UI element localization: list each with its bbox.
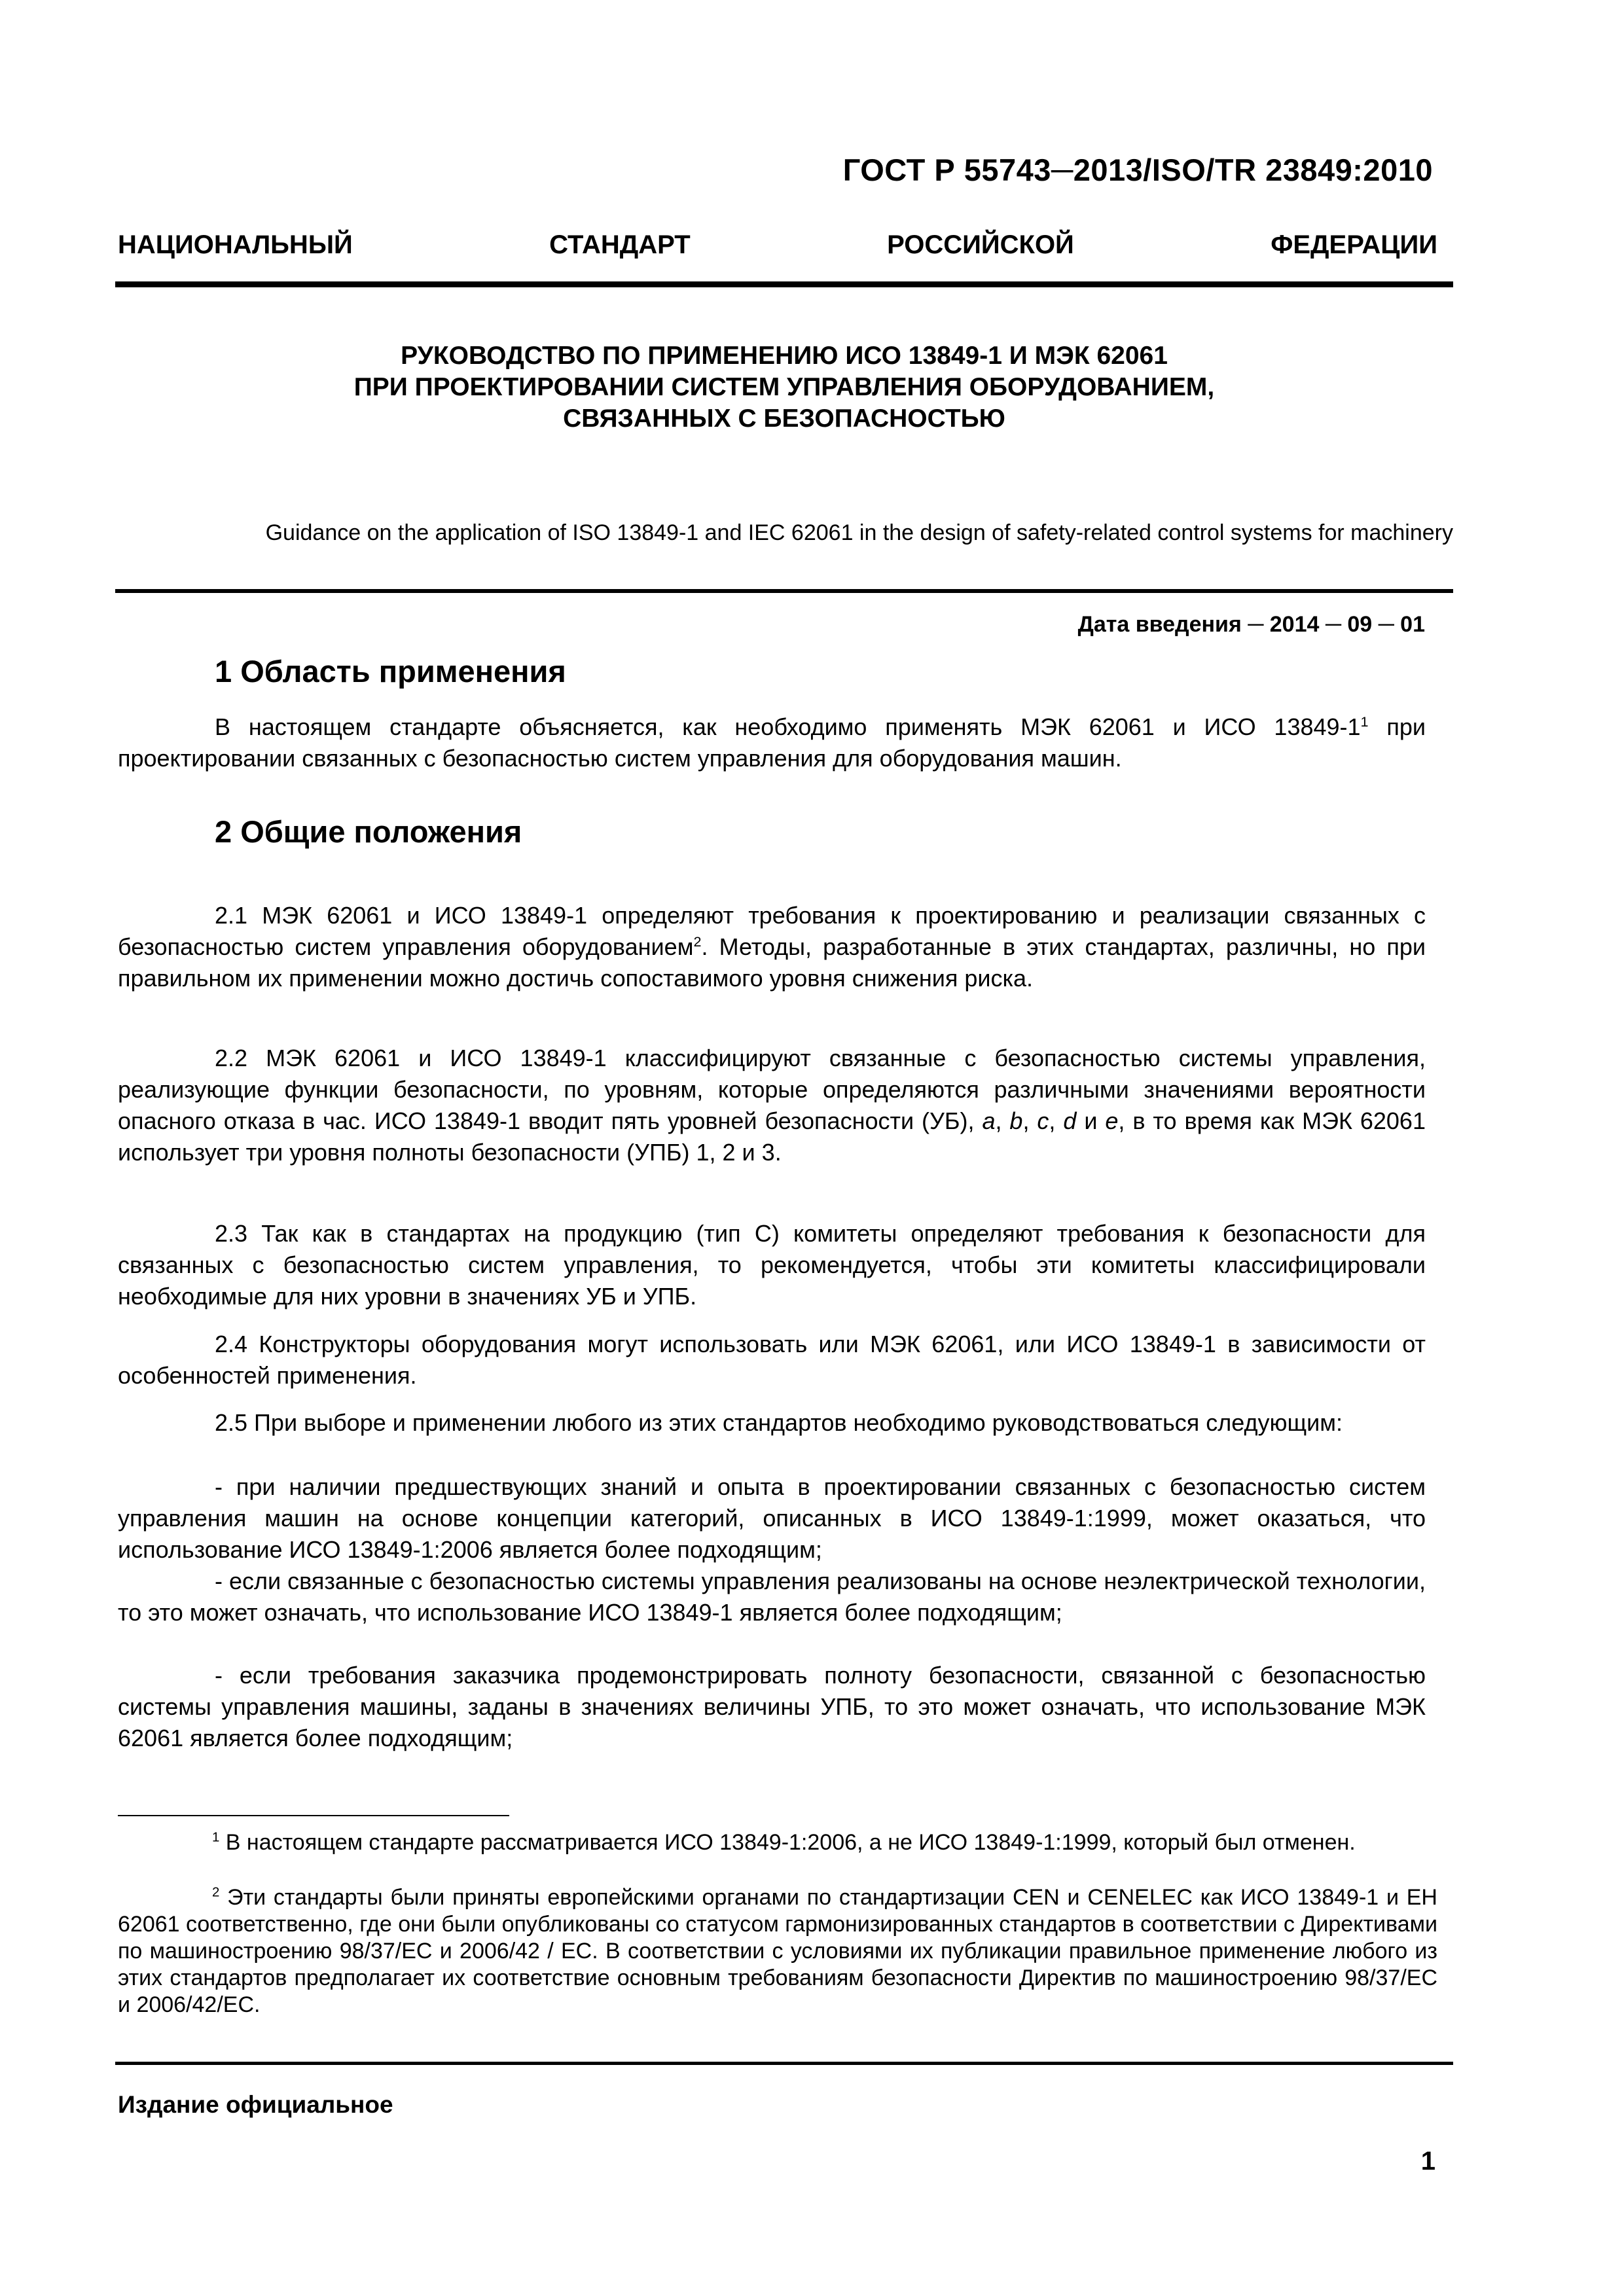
footnote-separator — [118, 1815, 509, 1816]
list-item: - если связанные с безопасностью системы управления реализованы на основе неэлектрической технологии, то это может означать, что использование ИСО 13849-1 является более подходящим; — [118, 1568, 1426, 1626]
footnote-2 — [118, 1884, 1437, 2018]
level-e: e — [1105, 1107, 1119, 1134]
paragraph-2-1-text-a: 2.1 МЭК 62061 и ИСО 13849-1 определяют требования к проектированию и реализации связанных с безопасностью систем управления оборудованием — [118, 902, 1426, 960]
paragraph-2-5: 2.5 При выборе и применении любого из этих стандартов необходимо руководствоваться следующим: — [215, 1409, 1343, 1436]
title-rule — [115, 589, 1453, 593]
section-1-heading: 1 Область применения — [215, 654, 566, 689]
separator: , — [995, 1107, 1010, 1134]
footnote-text: В настоящем стандарте рассматривается ИСО 13849-1:2006, а не ИСО 13849-1:1999, который был отменен. — [219, 1830, 1356, 1855]
paragraph-2-2-text-b: , в то время как МЭК 62061 использует три уровня полноты безопасности (УПБ) 1, 2 и 3. — [118, 1107, 1426, 1166]
footer-rule — [115, 2062, 1453, 2065]
level-b: b — [1009, 1107, 1023, 1134]
introduction-date: Дата введения ─ 2014 ─ 09 ─ 01 — [1077, 612, 1425, 637]
separator: , — [1049, 1107, 1064, 1134]
document-title-en: Guidance on the application of ISO 13849-1 and IEC 62061 in the design of safety-related control systems for machinery — [265, 520, 1453, 545]
level-d: d — [1063, 1107, 1077, 1134]
paragraph-2-2-text-a: 2.2 МЭК 62061 и ИСО 13849-1 классифицируют связанные с безопасностью системы управления, реализующие функции безопасности, по уровням, которые определяются различными значениями вероятности опасного отказа в час. ИСО 13849-1 вводит пять уровней безопасности (УБ), — [118, 1045, 1426, 1134]
footnote-text: Эти стандарты были приняты европейскими органами по стандартизации CEN и CENELEC как ИСО 13849-1 и ЕН 62061 соответственно, где они были опубликованы со статусом гармонизированных стандартов в соответствии с Директивами по машиностроению 98/37/ЕС и 2006/42 / ЕС. В соответствии с условиями их публикации правильное применение любого из этих стандартов предполагает их соответствие основным требованиям безопасности Директив по машиностроению 98/37/ЕС и 2006/42/ЕС. — [118, 1885, 1437, 2017]
level-a: a — [982, 1107, 996, 1134]
paragraph-2-1 — [118, 900, 1426, 994]
conjunction: и — [1076, 1107, 1106, 1134]
list-item: - при наличии предшествующих знаний и опыта в проектировании связанных с безопасностью систем управления машин на основе концепции категорий, описанных в ИСО 13849-1:1999, может оказаться, что использование ИСО 13849-1:2006 является более подходящим; — [118, 1473, 1426, 1563]
level-c: c — [1037, 1107, 1049, 1134]
footnote-ref-1[interactable]: 1 — [1360, 713, 1369, 730]
document-designation: ГОСТ Р 55743─2013/ISO/TR 23849:2010 — [842, 152, 1433, 187]
document-title-ru — [115, 340, 1453, 435]
title-line-2: ПРИ ПРОЕКТИРОВАНИИ СИСТЕМ УПРАВЛЕНИЯ ОБОРУДОВАНИЕМ, — [353, 373, 1215, 401]
separator: , — [1022, 1107, 1038, 1134]
page-number: 1 — [1420, 2147, 1435, 2176]
section-1-paragraph — [118, 711, 1426, 774]
paragraph-2-1-text-b: . Методы, разработанные в этих стандартах, различны, но при правильном их применении можно достичь сопоставимого уровня снижения риска. — [118, 933, 1426, 992]
footnote-mark: 1 — [212, 1830, 220, 1845]
title-line-1: РУКОВОДСТВО ПО ПРИМЕНЕНИЮ ИСО 13849-1 И МЭК 62061 — [401, 342, 1168, 370]
section-1-text-b: при проектировании связанных с безопасностью систем управления для оборудования машин. — [118, 713, 1426, 772]
header-rule — [115, 281, 1453, 287]
paragraph-2-3: 2.3 Так как в стандартах на продукцию (тип С) комитеты определяют требования к безопасности для связанных с безопасностью систем управления, то рекомендуется, чтобы эти комитеты классифицировали необходимые для них уровни в значениях УБ и УПБ. — [118, 1220, 1426, 1310]
section-2-heading: 2 Общие положения — [215, 814, 522, 849]
national-standard-banner: НАЦИОНАЛЬНЫЙ СТАНДАРТ РОССИЙСКОЙ ФЕДЕРАЦИИ — [118, 230, 1437, 259]
paragraph-2-4: 2.4 Конструкторы оборудования могут использовать или МЭК 62061, или ИСО 13849-1 в зависимости от особенностей применения. — [118, 1331, 1426, 1389]
footnote-1 — [118, 1829, 1437, 1856]
section-1-text-a: В настоящем стандарте объясняется, как необходимо применять МЭК 62061 и ИСО 13849-1 — [215, 713, 1361, 740]
edition-label: Издание официальное — [118, 2091, 393, 2118]
paragraph-2-2 — [118, 1043, 1426, 1168]
title-line-3: СВЯЗАННЫХ С БЕЗОПАСНОСТЬЮ — [563, 404, 1005, 433]
footnote-ref-2[interactable]: 2 — [693, 933, 702, 950]
list-item: - если требования заказчика продемонстрировать полноту безопасности, связанной с безопасностью системы управления машины, заданы в значениях величины УПБ, то это может означать, что использование МЭК 62061 является более подходящим; — [118, 1662, 1426, 1751]
footnote-mark: 2 — [212, 1885, 220, 1900]
